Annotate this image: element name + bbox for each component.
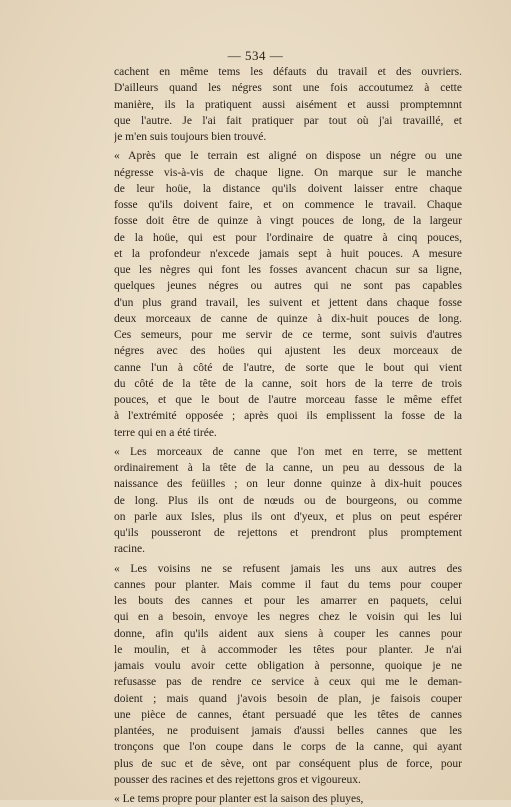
text-line: plus de suc et de sève, ont par conséquent plus de force, pour: [114, 757, 462, 770]
text-line: terre qui en a été tirée.: [114, 426, 217, 439]
text-line: on parle aux Isles, plus ils ont d'yeux, et plus on peut espérer: [114, 510, 462, 523]
text-line: négres avec des hoües qui ajustent les deux morceaux de: [114, 345, 462, 358]
text-line: « Les voisins ne se refusent jamais les uns aux autres des: [114, 562, 462, 575]
text-line: quelques jeunes négres ou autres qui ne sont pas capables: [114, 280, 462, 293]
text-line: le moulin, et à accommoder les têtes pour planter. Je n'ai: [114, 643, 462, 656]
text-line: qui en a besoin, envoye les negres chez le voisin qui les lui: [114, 611, 462, 624]
text-line: doient ; mais quand j'avois besoin de plan, je faisois couper: [114, 692, 462, 705]
text-line: manière, ils la pratiquent aussi aisément et aussi promptemnnt: [114, 98, 462, 111]
text-line: et la profondeur n'excede jamais sept à huit pouces. A mesure: [114, 247, 462, 260]
text-line: plantées, ne produisent jamais d'aussi belles cannes que les: [114, 725, 462, 737]
text-line: ordinairement à la tête de la canne, un peu au dessous de la: [114, 462, 462, 474]
text-line: fosse doit être de quinze à vingt pouces de long, de la largeur: [114, 215, 462, 228]
text-line: de long. Plus ils ont de nœuds ou de bourgeons, ou comme: [114, 494, 462, 507]
paragraph: [114, 64, 462, 145]
text-line: cachent en même tems les défauts du travail et des ouvriers.: [114, 66, 462, 78]
text-line: une pièce de cannes, étant persuadé que les têtes de cannes: [114, 708, 462, 721]
text-line: refusasse pas de rendre ce service à ceux qui me le deman-: [114, 676, 462, 689]
page-number: — 534 —: [227, 48, 284, 63]
text-line: fosse qu'ils doivent faire, et on commence le travail. Chaque: [114, 199, 462, 211]
text-line: cannes pour planter. Mais comme il faut du tems pour couper: [114, 578, 462, 591]
text-line: que les nègres qui font les fosses avancent chacun sur sa ligne,: [114, 264, 462, 276]
text-line: de leur hoüe, la distance qu'ils doivent laisser entre chaque: [114, 182, 462, 195]
paragraph: [114, 561, 462, 789]
paragraph: [114, 791, 462, 807]
text-line: « Après que le terrain est aligné on dispose un négre ou une: [114, 150, 462, 163]
text-line: tronçons que l'on coupe dans le corps de la canne, qui ayant: [114, 741, 462, 754]
text-line: jamais voulu avoir cette obligation à personne, quoique je ne: [114, 660, 462, 672]
text-line: donne, afin qu'ils aident aux siens à couper les cannes pour: [114, 627, 462, 640]
text-line: deux morceaux de canne de quinze à dix-huit pouces de long.: [114, 312, 462, 325]
text-line: d'un plus grand travail, les suivent et jettent dans chaque fosse: [114, 296, 462, 309]
text-line: « Les morceaux de canne que l'on met en terre, se mettent: [114, 445, 462, 458]
paragraph: [114, 148, 462, 441]
text-line: que l'autre. Je l'ai fait pratiquer par tout où j'ai travaillé, et: [114, 114, 462, 127]
text-line: pouces, et que le bout de l'autre morceau fasse le même effet: [114, 394, 462, 406]
paragraph: [114, 444, 462, 558]
text-line: racine.: [114, 543, 145, 556]
text-line: canne l'un à côté de l'autre, de sorte que le bout qui vient: [114, 361, 462, 374]
text-line: du côté de la tête de la canne, soit hors de la terre de trois: [114, 377, 462, 390]
text-line: je m'en suis toujours bien trouvé.: [114, 131, 267, 143]
text-line: les bouts des cannes et pour les amarrer en paquets, celui: [114, 595, 462, 607]
text-line: D'ailleurs quand les négres sont une fois accoutumez à cette: [114, 82, 462, 95]
body-text: [114, 64, 462, 807]
text-line: Ces semeurs, pour me servir de ce terme, sont suivis d'autres: [114, 329, 462, 341]
text-line: négresse vis-à-vis de chaque ligne. On marque sur le manche: [114, 166, 462, 179]
text-line: de la hoüe, qui est pour l'ordinaire de quatre à cinq pouces,: [114, 231, 462, 244]
text-line: à l'extrémité opposée ; après quoi ils emplissent la fosse de la: [114, 410, 462, 423]
text-line: « Le tems propre pour planter est la saison des pluyes,: [114, 793, 364, 805]
text-line: pousser des racines et des rejettons gros et vigoureux.: [114, 773, 361, 786]
text-line: qu'ils pousseront de rejettons et prendront plus promptement: [114, 527, 462, 539]
text-line: naissance des feüilles ; on leur donne quinze à dix-huit pouces: [114, 478, 462, 491]
